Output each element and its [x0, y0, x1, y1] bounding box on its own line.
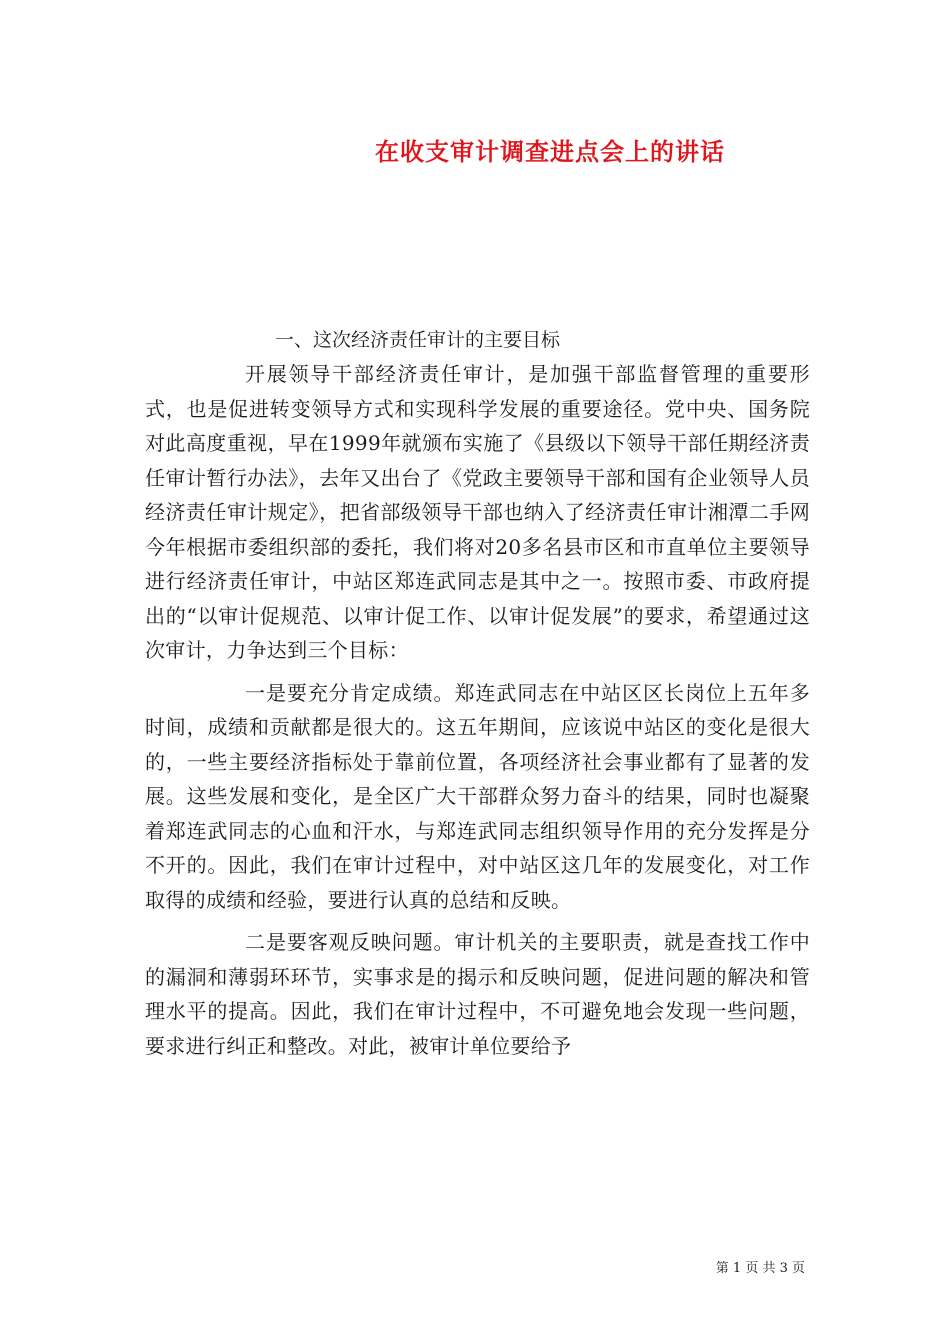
document-body — [145, 324, 810, 1071]
paragraph-intro: 开展领导干部经济责任审计，是加强干部监督管理的重要形式，也是促进转变领导方式和实现科学发展的重要途径。党中央、国务院对此高度重视，早在1999年就颁布实施了《县级以下领导干部任期经济责任审计暂行办法》，去年又出台了《党政主要领导干部和国有企业领导人员经济责任审计规定》，把省部级领导干部也纳入了经济责任审计湘潭二手网今年根据市委组织部的委托，我们将对20多名县市区和市直单位主要领导进行经济责任审计，中站区郑连武同志是其中之一。按照市委、市政府提出的“以审计促规范、以审计促工作、以审计促发展”的要求，希望通过这次审计，力争达到三个目标： — [145, 362, 810, 662]
section-heading: 一、这次经济责任审计的主要目标 — [275, 329, 561, 351]
paragraph-goal-one: 一是要充分肯定成绩。郑连武同志在中站区区长岗位上五年多时间，成绩和贡献都是很大的。这五年期间，应该说中站区的变化是很大的，一些主要经济指标处于靠前位置，各项经济社会事业都有了显著的发展。这些发展和变化，是全区广大干部群众努力奋斗的结果，同时也凝聚着郑连武同志的心血和汗水，与郑连武同志组织领导作用的充分发挥是分不开的。因此，我们在审计过程中，对中站区这几年的发展变化，对工作取得的成绩和经验，要进行认真的总结和反映。 — [145, 680, 810, 912]
page-footer: 第 1 页 共 3 页 — [715, 1261, 805, 1276]
document-title: 在收支审计调查进点会上的讲话 — [375, 137, 725, 166]
paragraph-goal-two: 二是要客观反映问题。审计机关的主要职责，就是查找工作中的漏洞和薄弱环环节，实事求是的揭示和反映问题，促进问题的解决和管理水平的提高。因此，我们在审计过程中，不可避免地会发现一些问题，要求进行纠正和整改。对此，被审计单位要给予 — [145, 930, 810, 1058]
